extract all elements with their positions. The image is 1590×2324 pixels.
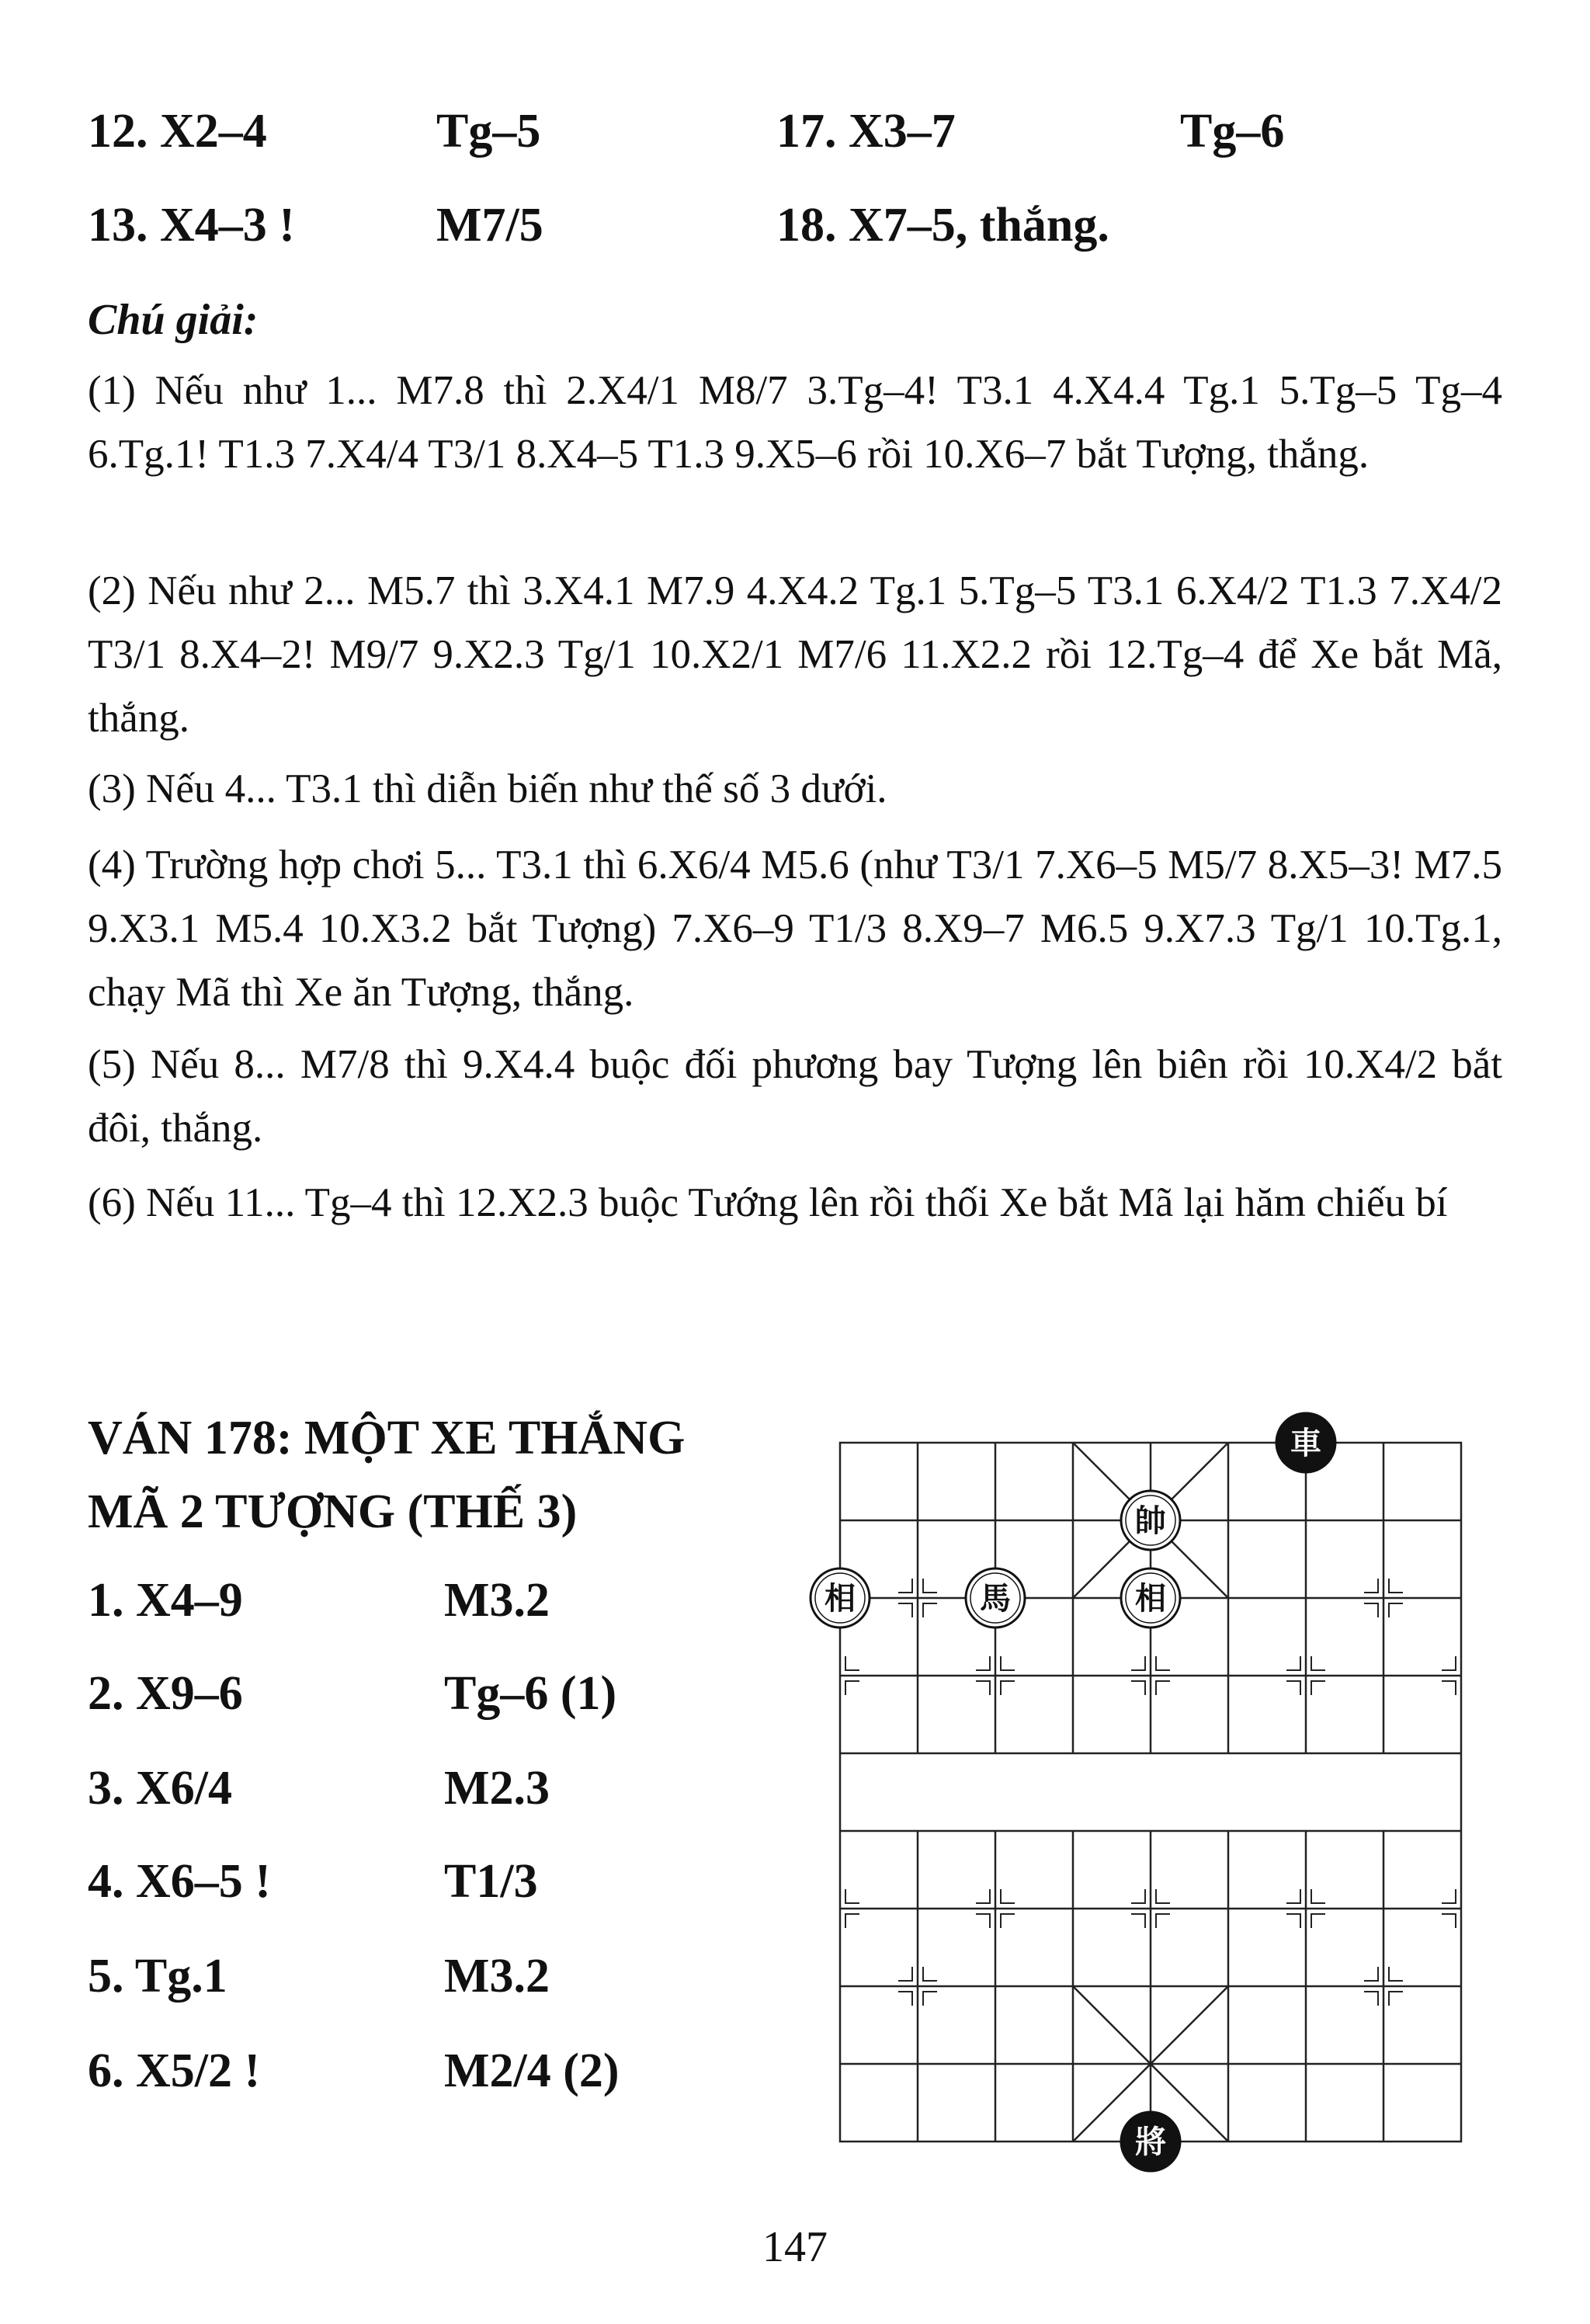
piece-label: 馬 — [980, 1581, 1011, 1617]
game-move-5-white: 5. Tg.1 — [88, 1950, 227, 2003]
move-17-white: 17. X3–7 — [776, 105, 956, 158]
position-marker — [898, 1992, 912, 2006]
game-move-1-black: M3.2 — [444, 1574, 550, 1627]
game-move-1-white: 1. X4–9 — [88, 1574, 243, 1627]
position-marker — [1131, 1914, 1145, 1928]
position-marker — [923, 1992, 937, 2006]
note-1: (1) Nếu như 1... M7.8 thì 2.X4/1 M8/7 3.Tg–4! T3.1 4.X4.4 Tg.1 5.Tg–5 Tg–4 6.Tg.1! T1.3 7.X4/4 T3/1 8.X4–5 T1.3 9.X5–6 rồi 10.X6–7 bắt Tượng, thắng. — [88, 368, 1502, 477]
position-marker — [976, 1681, 990, 1695]
position-marker — [1001, 1914, 1015, 1928]
position-marker — [845, 1889, 859, 1903]
position-marker — [1389, 1603, 1403, 1617]
position-marker — [1286, 1681, 1300, 1695]
move-13-white: 13. X4–3 ! — [88, 199, 295, 252]
page-number: 147 — [762, 2223, 828, 2271]
position-marker — [1286, 1656, 1300, 1670]
position-marker — [1442, 1681, 1456, 1695]
position-marker — [1442, 1914, 1456, 1928]
position-marker — [1389, 1967, 1403, 1981]
position-marker — [845, 1656, 859, 1670]
note-6: (6) Nếu 11... Tg–4 thì 12.X2.3 buộc Tướng lên rồi thối Xe bắt Mã lại hăm chiếu bí — [88, 1180, 1448, 1225]
game-title-line-2: MÃ 2 TƯỢNG (THẾ 3) — [88, 1485, 578, 1538]
piece-label: 車 — [1290, 1426, 1321, 1461]
position-marker — [1131, 1889, 1145, 1903]
position-marker — [845, 1681, 859, 1695]
position-marker — [1442, 1889, 1456, 1903]
position-marker — [1311, 1681, 1325, 1695]
move-13-black: M7/5 — [436, 199, 543, 252]
position-marker — [1286, 1914, 1300, 1928]
notes-title: Chú giải: — [88, 296, 259, 344]
position-marker — [1131, 1656, 1145, 1670]
position-marker — [898, 1579, 912, 1593]
game-move-6-black: M2/4 (2) — [444, 2044, 620, 2097]
position-marker — [1364, 1992, 1378, 2006]
position-marker — [1311, 1889, 1325, 1903]
piece-label: 將 — [1135, 2124, 1166, 2160]
xiangqi-board-diagram — [800, 1398, 1498, 2221]
position-marker — [1311, 1656, 1325, 1670]
position-marker — [1311, 1914, 1325, 1928]
position-marker — [1364, 1579, 1378, 1593]
piece-label: 帥 — [1135, 1503, 1166, 1539]
position-marker — [1001, 1656, 1015, 1670]
game-move-3-black: M2.3 — [444, 1762, 550, 1815]
position-marker — [1131, 1681, 1145, 1695]
game-move-6-white: 6. X5/2 ! — [88, 2044, 261, 2097]
game-title — [88, 1402, 786, 1549]
game-move-2-black: Tg–6 (1) — [444, 1667, 617, 1720]
note-5: (5) Nếu 8... M7/8 thì 9.X4.4 buộc đối phương bay Tượng lên biên rồi 10.X4/2 bắt đôi, thắng. — [88, 1042, 1502, 1151]
game-move-2-white: 2. X9–6 — [88, 1667, 243, 1720]
position-marker — [898, 1603, 912, 1617]
piece-label: 相 — [1135, 1581, 1166, 1617]
position-marker — [1001, 1681, 1015, 1695]
position-marker — [1001, 1889, 1015, 1903]
position-marker — [1156, 1681, 1170, 1695]
position-marker — [1156, 1889, 1170, 1903]
position-marker — [1156, 1656, 1170, 1670]
game-move-3-white: 3. X6/4 — [88, 1762, 232, 1815]
position-marker — [976, 1914, 990, 1928]
position-marker — [923, 1603, 937, 1617]
move-18-white: 18. X7–5, thắng. — [776, 199, 1109, 252]
position-marker — [1156, 1914, 1170, 1928]
position-marker — [1364, 1603, 1378, 1617]
note-4: (4) Trường hợp chơi 5... T3.1 thì 6.X6/4 M5.6 (như T3/1 7.X6–5 M5/7 8.X5–3! M7.5 9.X3.1 M5.4 10.X3.2 bắt Tượng) 7.X6–9 T1/3 8.X9–7 M6.5 9.X7.3 Tg/1 10.Tg.1, chạy Mã thì Xe ăn Tượng, thắng. — [88, 842, 1502, 1015]
position-marker — [1442, 1656, 1456, 1670]
move-12-black: Tg–5 — [436, 105, 541, 158]
note-2: (2) Nếu như 2... M5.7 thì 3.X4.1 M7.9 4.X4.2 Tg.1 5.Tg–5 T3.1 6.X4/2 T1.3 7.X4/2 T3/1 8.X4–2! M9/7 9.X2.3 Tg/1 10.X2/1 M7/6 11.X2.2 rồi 12.Tg–4 để Xe bắt Mã, thắng. — [88, 568, 1502, 741]
game-move-5-black: M3.2 — [444, 1950, 550, 2003]
position-marker — [1389, 1579, 1403, 1593]
position-marker — [923, 1967, 937, 1981]
position-marker — [976, 1889, 990, 1903]
position-marker — [898, 1967, 912, 1981]
game-title-line-1: VÁN 178: MỘT XE THẮNG — [88, 1412, 686, 1464]
position-marker — [976, 1656, 990, 1670]
move-17-black: Tg–6 — [1180, 105, 1285, 158]
position-marker — [1389, 1992, 1403, 2006]
note-3: (3) Nếu 4... T3.1 thì diễn biến như thế số 3 dưới. — [88, 766, 887, 811]
game-move-4-black: T1/3 — [444, 1855, 538, 1908]
move-12-white: 12. X2–4 — [88, 105, 267, 158]
position-marker — [1364, 1967, 1378, 1981]
position-marker — [1286, 1889, 1300, 1903]
game-move-4-white: 4. X6–5 ! — [88, 1855, 271, 1908]
piece-label: 相 — [825, 1581, 856, 1617]
position-marker — [845, 1914, 859, 1928]
position-marker — [923, 1579, 937, 1593]
